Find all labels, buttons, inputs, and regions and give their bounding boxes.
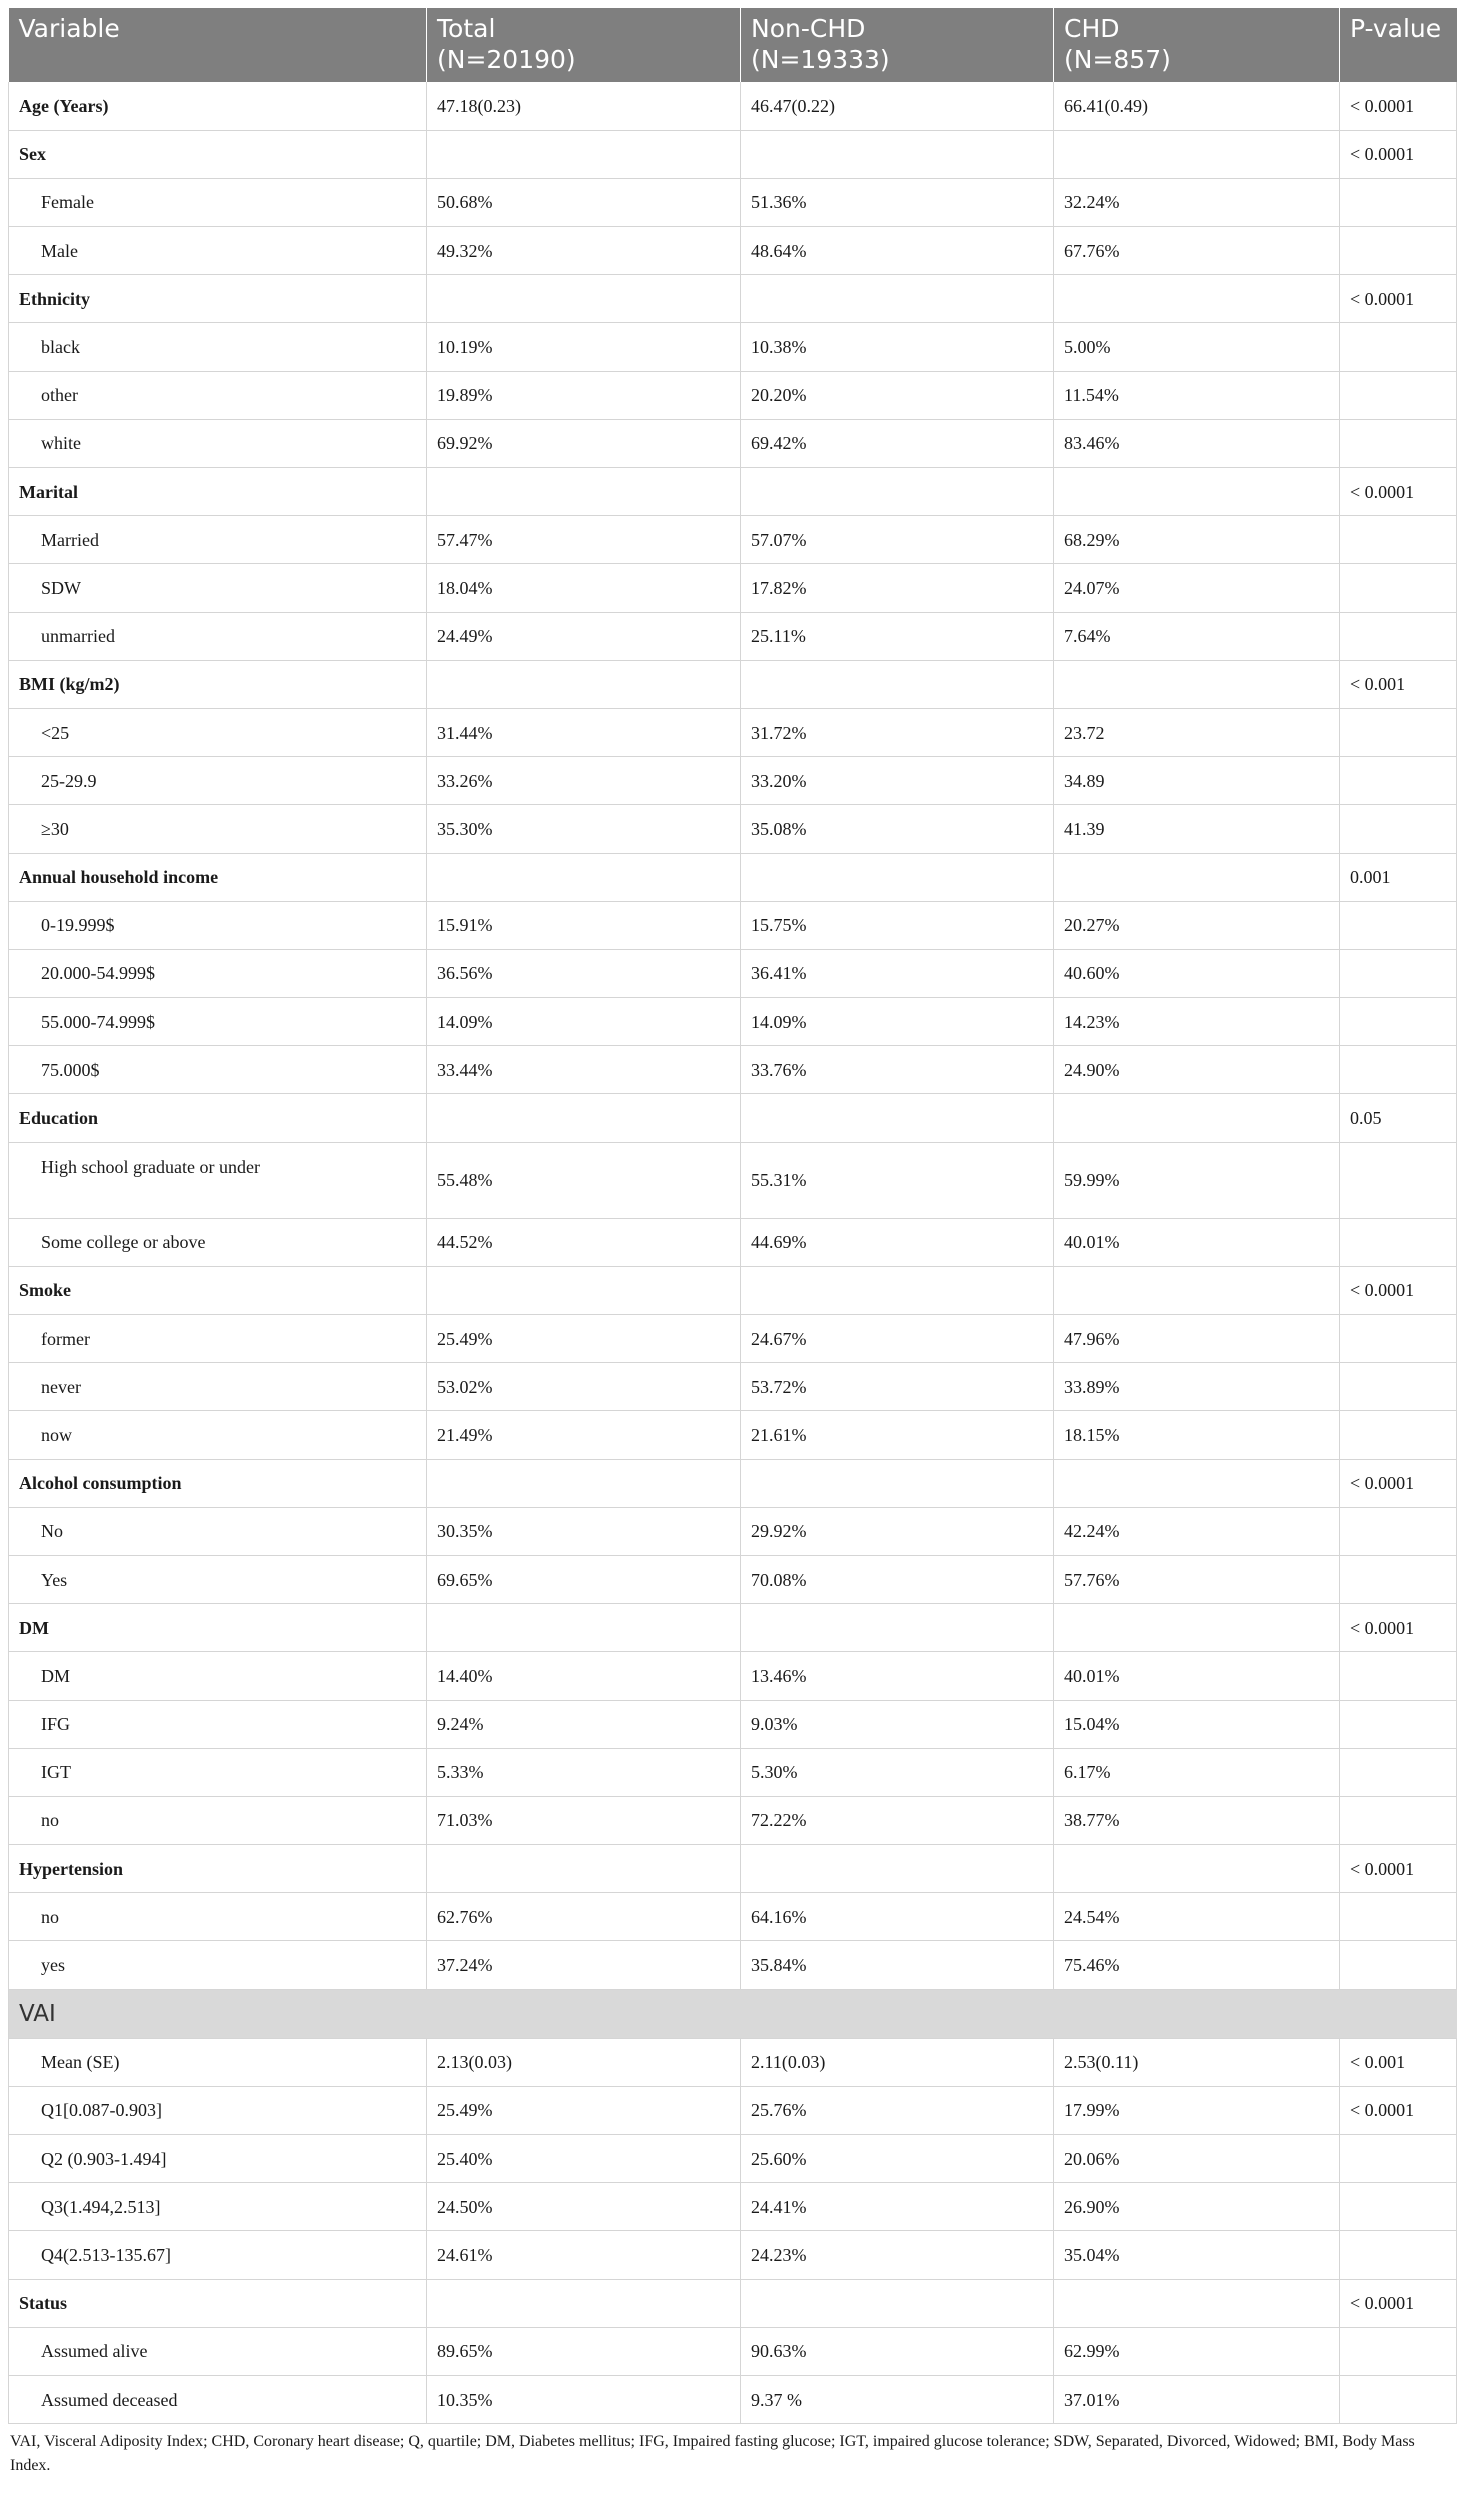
- non-chd-cell: 53.72%: [741, 1363, 1054, 1411]
- variable-cell: Yes: [9, 1555, 427, 1603]
- variable-cell: Education: [9, 1094, 427, 1142]
- variable-cell: 55.000-74.999$: [9, 998, 427, 1046]
- total-cell: [427, 853, 741, 901]
- p-value-cell: < 0.0001: [1340, 130, 1457, 178]
- total-cell: 89.65%: [427, 2327, 741, 2375]
- non-chd-cell: [741, 660, 1054, 708]
- non-chd-cell: [741, 1845, 1054, 1893]
- chd-cell: [1054, 1604, 1340, 1652]
- non-chd-cell: 24.41%: [741, 2183, 1054, 2231]
- non-chd-cell: 57.07%: [741, 516, 1054, 564]
- total-cell: 25.49%: [427, 1315, 741, 1363]
- total-cell: 2.13(0.03): [427, 2038, 741, 2086]
- variable-cell: Q2 (0.903-1.494]: [9, 2135, 427, 2183]
- chd-cell: 75.46%: [1054, 1941, 1340, 1989]
- non-chd-cell: 17.82%: [741, 564, 1054, 612]
- total-cell: 53.02%: [427, 1363, 741, 1411]
- chd-cell: 14.23%: [1054, 998, 1340, 1046]
- total-cell: 33.44%: [427, 1046, 741, 1094]
- total-cell: 57.47%: [427, 516, 741, 564]
- non-chd-cell: 55.31%: [741, 1142, 1054, 1218]
- group-row: [9, 2279, 1457, 2327]
- table-row: [9, 2375, 1457, 2423]
- chd-cell: 17.99%: [1054, 2086, 1340, 2134]
- non-chd-cell: 29.92%: [741, 1507, 1054, 1555]
- total-cell: 30.35%: [427, 1507, 741, 1555]
- table-header: [9, 8, 1457, 82]
- non-chd-cell: 25.11%: [741, 612, 1054, 660]
- total-cell: 14.09%: [427, 998, 741, 1046]
- p-value-cell: [1340, 901, 1457, 949]
- p-value-cell: [1340, 1218, 1457, 1266]
- p-value-cell: 0.05: [1340, 1094, 1457, 1142]
- section-header-row: [9, 1989, 1457, 2038]
- p-value-cell: [1340, 178, 1457, 226]
- variable-cell: unmarried: [9, 612, 427, 660]
- total-cell: 10.35%: [427, 2375, 741, 2423]
- non-chd-cell: 69.42%: [741, 419, 1054, 467]
- variable-cell: other: [9, 371, 427, 419]
- header-total: Total (N=20190): [427, 8, 741, 82]
- chd-cell: 20.27%: [1054, 901, 1340, 949]
- non-chd-cell: [741, 1094, 1054, 1142]
- table-body: [9, 82, 1457, 2424]
- table-row: [9, 612, 1457, 660]
- non-chd-cell: 44.69%: [741, 1218, 1054, 1266]
- chd-cell: 67.76%: [1054, 227, 1340, 275]
- p-value-cell: [1340, 2183, 1457, 2231]
- p-value-cell: < 0.001: [1340, 660, 1457, 708]
- chd-cell: 57.76%: [1054, 1555, 1340, 1603]
- total-cell: 24.61%: [427, 2231, 741, 2279]
- table-row: [9, 708, 1457, 756]
- p-value-cell: < 0.0001: [1340, 275, 1457, 323]
- group-row: [9, 468, 1457, 516]
- table-row: [9, 1046, 1457, 1094]
- table-row: [9, 757, 1457, 805]
- non-chd-cell: [741, 1604, 1054, 1652]
- variable-cell: Alcohol consumption: [9, 1459, 427, 1507]
- variable-cell: SDW: [9, 564, 427, 612]
- non-chd-cell: 13.46%: [741, 1652, 1054, 1700]
- p-value-cell: < 0.0001: [1340, 1266, 1457, 1314]
- variable-cell: Q3(1.494,2.513]: [9, 2183, 427, 2231]
- chd-cell: 6.17%: [1054, 1748, 1340, 1796]
- non-chd-cell: 33.76%: [741, 1046, 1054, 1094]
- chd-cell: [1054, 853, 1340, 901]
- group-row: [9, 275, 1457, 323]
- table-row: [9, 1218, 1457, 1266]
- p-value-cell: < 0.0001: [1340, 2279, 1457, 2327]
- table-row: [9, 564, 1457, 612]
- chd-cell: [1054, 275, 1340, 323]
- table-footnote: VAI, Visceral Adiposity Index; CHD, Coronary heart disease; Q, quartile; DM, Diabetes mellitus; IFG, Impaired fasting glucose; IGT, impaired glucose tolerance; SDW, Separated, Divorced, Widowed; BMI, Body Mass Index.: [10, 2433, 1415, 2475]
- chd-cell: 5.00%: [1054, 323, 1340, 371]
- chd-cell: [1054, 1459, 1340, 1507]
- non-chd-cell: 9.37 %: [741, 2375, 1054, 2423]
- chd-cell: 15.04%: [1054, 1700, 1340, 1748]
- p-value-cell: [1340, 1363, 1457, 1411]
- p-value-cell: < 0.0001: [1340, 1845, 1457, 1893]
- variable-cell: now: [9, 1411, 427, 1459]
- p-value-cell: [1340, 2231, 1457, 2279]
- total-cell: 71.03%: [427, 1796, 741, 1844]
- non-chd-cell: [741, 1459, 1054, 1507]
- chd-cell: 24.90%: [1054, 1046, 1340, 1094]
- table-row: [9, 2327, 1457, 2375]
- total-cell: 19.89%: [427, 371, 741, 419]
- total-cell: 24.50%: [427, 2183, 741, 2231]
- p-value-cell: [1340, 1411, 1457, 1459]
- total-cell: 31.44%: [427, 708, 741, 756]
- p-value-cell: [1340, 1796, 1457, 1844]
- chd-cell: 2.53(0.11): [1054, 2038, 1340, 2086]
- variable-cell: yes: [9, 1941, 427, 1989]
- table-row: [9, 949, 1457, 997]
- variable-cell: 75.000$: [9, 1046, 427, 1094]
- non-chd-cell: 25.76%: [741, 2086, 1054, 2134]
- table-row: [9, 998, 1457, 1046]
- variable-cell: 20.000-54.999$: [9, 949, 427, 997]
- variable-cell: white: [9, 419, 427, 467]
- table-row: [9, 1893, 1457, 1941]
- variable-cell: Male: [9, 227, 427, 275]
- p-value-cell: [1340, 323, 1457, 371]
- group-row: [9, 1459, 1457, 1507]
- total-cell: 24.49%: [427, 612, 741, 660]
- group-row: [9, 660, 1457, 708]
- total-cell: 5.33%: [427, 1748, 741, 1796]
- table-row: [9, 516, 1457, 564]
- total-cell: [427, 1459, 741, 1507]
- chd-cell: 83.46%: [1054, 419, 1340, 467]
- table-row: [9, 2038, 1457, 2086]
- table-row: [9, 1142, 1457, 1218]
- chd-cell: [1054, 468, 1340, 516]
- total-cell: [427, 1266, 741, 1314]
- p-value-cell: < 0.001: [1340, 2038, 1457, 2086]
- non-chd-cell: 35.84%: [741, 1941, 1054, 1989]
- total-cell: 25.49%: [427, 2086, 741, 2134]
- p-value-cell: [1340, 419, 1457, 467]
- header-p-value: P-value: [1340, 8, 1457, 82]
- total-cell: 10.19%: [427, 323, 741, 371]
- chd-cell: 34.89: [1054, 757, 1340, 805]
- table-row: [9, 1315, 1457, 1363]
- variable-cell: DM: [9, 1652, 427, 1700]
- variable-cell: Marital: [9, 468, 427, 516]
- p-value-cell: [1340, 1748, 1457, 1796]
- chd-cell: 7.64%: [1054, 612, 1340, 660]
- non-chd-cell: 72.22%: [741, 1796, 1054, 1844]
- total-cell: [427, 1845, 741, 1893]
- p-value-cell: [1340, 1507, 1457, 1555]
- non-chd-cell: 21.61%: [741, 1411, 1054, 1459]
- p-value-cell: < 0.0001: [1340, 1604, 1457, 1652]
- non-chd-cell: [741, 130, 1054, 178]
- table-row: [9, 1411, 1457, 1459]
- table-row: [9, 1796, 1457, 1844]
- variable-cell: Sex: [9, 130, 427, 178]
- p-value-cell: [1340, 1893, 1457, 1941]
- variable-cell: 0-19.999$: [9, 901, 427, 949]
- total-cell: 47.18(0.23): [427, 82, 741, 130]
- chd-cell: 18.15%: [1054, 1411, 1340, 1459]
- p-value-cell: [1340, 227, 1457, 275]
- table-row: [9, 323, 1457, 371]
- p-value-cell: [1340, 2135, 1457, 2183]
- variable-cell: Ethnicity: [9, 275, 427, 323]
- variable-cell: High school graduate or under: [9, 1142, 427, 1218]
- non-chd-cell: [741, 853, 1054, 901]
- p-value-cell: 0.001: [1340, 853, 1457, 901]
- non-chd-cell: 46.47(0.22): [741, 82, 1054, 130]
- header-chd: CHD (N=857): [1054, 8, 1340, 82]
- table-row: [9, 1555, 1457, 1603]
- variable-cell: 25-29.9: [9, 757, 427, 805]
- total-cell: 36.56%: [427, 949, 741, 997]
- variable-cell: black: [9, 323, 427, 371]
- table-row: [9, 2183, 1457, 2231]
- table-row: [9, 178, 1457, 226]
- chd-cell: 62.99%: [1054, 2327, 1340, 2375]
- p-value-cell: < 0.0001: [1340, 2086, 1457, 2134]
- total-cell: 49.32%: [427, 227, 741, 275]
- total-cell: [427, 1604, 741, 1652]
- table-container: [8, 8, 1456, 2478]
- total-cell: 18.04%: [427, 564, 741, 612]
- group-row: [9, 130, 1457, 178]
- header-variable: Variable: [9, 8, 427, 82]
- non-chd-cell: 20.20%: [741, 371, 1054, 419]
- group-row: [9, 1604, 1457, 1652]
- p-value-cell: [1340, 1315, 1457, 1363]
- variable-cell: Assumed alive: [9, 2327, 427, 2375]
- total-cell: [427, 1094, 741, 1142]
- variable-cell: Mean (SE): [9, 2038, 427, 2086]
- total-cell: 35.30%: [427, 805, 741, 853]
- chd-cell: 24.54%: [1054, 1893, 1340, 1941]
- chd-cell: 40.60%: [1054, 949, 1340, 997]
- chd-cell: [1054, 1094, 1340, 1142]
- variable-cell: no: [9, 1893, 427, 1941]
- chd-cell: 26.90%: [1054, 2183, 1340, 2231]
- chd-cell: [1054, 1845, 1340, 1893]
- non-chd-cell: [741, 2279, 1054, 2327]
- total-cell: 69.65%: [427, 1555, 741, 1603]
- header-non-chd: Non-CHD (N=19333): [741, 8, 1054, 82]
- group-row: [9, 853, 1457, 901]
- table-row: [9, 371, 1457, 419]
- total-cell: 21.49%: [427, 1411, 741, 1459]
- table-row: [9, 1748, 1457, 1796]
- variable-cell: ≥30: [9, 805, 427, 853]
- chd-cell: [1054, 2279, 1340, 2327]
- chd-cell: 66.41(0.49): [1054, 82, 1340, 130]
- group-row: [9, 82, 1457, 130]
- table-row: [9, 2135, 1457, 2183]
- p-value-cell: [1340, 1142, 1457, 1218]
- p-value-cell: [1340, 564, 1457, 612]
- total-cell: 15.91%: [427, 901, 741, 949]
- variable-cell: No: [9, 1507, 427, 1555]
- group-row: [9, 1845, 1457, 1893]
- total-cell: [427, 468, 741, 516]
- non-chd-cell: 64.16%: [741, 1893, 1054, 1941]
- non-chd-cell: 90.63%: [741, 2327, 1054, 2375]
- baseline-characteristics-table: [8, 8, 1457, 2424]
- non-chd-cell: 15.75%: [741, 901, 1054, 949]
- p-value-cell: [1340, 708, 1457, 756]
- table-row: [9, 1700, 1457, 1748]
- total-cell: 62.76%: [427, 1893, 741, 1941]
- section-label: VAI: [9, 1989, 1457, 2038]
- chd-cell: 20.06%: [1054, 2135, 1340, 2183]
- p-value-cell: [1340, 516, 1457, 564]
- total-cell: 44.52%: [427, 1218, 741, 1266]
- chd-cell: 42.24%: [1054, 1507, 1340, 1555]
- chd-cell: 40.01%: [1054, 1652, 1340, 1700]
- table-row: [9, 2086, 1457, 2134]
- table-row: [9, 901, 1457, 949]
- total-cell: [427, 275, 741, 323]
- p-value-cell: [1340, 949, 1457, 997]
- non-chd-cell: 2.11(0.03): [741, 2038, 1054, 2086]
- variable-cell: <25: [9, 708, 427, 756]
- variable-cell: BMI (kg/m2): [9, 660, 427, 708]
- non-chd-cell: 10.38%: [741, 323, 1054, 371]
- non-chd-cell: [741, 275, 1054, 323]
- non-chd-cell: 5.30%: [741, 1748, 1054, 1796]
- table-row: [9, 1363, 1457, 1411]
- p-value-cell: < 0.0001: [1340, 1459, 1457, 1507]
- variable-cell: Q1[0.087-0.903]: [9, 2086, 427, 2134]
- p-value-cell: [1340, 805, 1457, 853]
- non-chd-cell: 24.23%: [741, 2231, 1054, 2279]
- chd-cell: 11.54%: [1054, 371, 1340, 419]
- variable-cell: Some college or above: [9, 1218, 427, 1266]
- variable-cell: DM: [9, 1604, 427, 1652]
- chd-cell: 47.96%: [1054, 1315, 1340, 1363]
- total-cell: [427, 2279, 741, 2327]
- variable-cell: Female: [9, 178, 427, 226]
- chd-cell: 32.24%: [1054, 178, 1340, 226]
- chd-cell: 33.89%: [1054, 1363, 1340, 1411]
- variable-cell: no: [9, 1796, 427, 1844]
- p-value-cell: [1340, 371, 1457, 419]
- p-value-cell: [1340, 1046, 1457, 1094]
- total-cell: 69.92%: [427, 419, 741, 467]
- variable-cell: Status: [9, 2279, 427, 2327]
- non-chd-cell: 51.36%: [741, 178, 1054, 226]
- non-chd-cell: 25.60%: [741, 2135, 1054, 2183]
- non-chd-cell: [741, 468, 1054, 516]
- p-value-cell: [1340, 2327, 1457, 2375]
- non-chd-cell: 36.41%: [741, 949, 1054, 997]
- variable-cell: Married: [9, 516, 427, 564]
- non-chd-cell: 70.08%: [741, 1555, 1054, 1603]
- p-value-cell: [1340, 612, 1457, 660]
- chd-cell: 23.72: [1054, 708, 1340, 756]
- non-chd-cell: [741, 1266, 1054, 1314]
- non-chd-cell: 33.20%: [741, 757, 1054, 805]
- non-chd-cell: 9.03%: [741, 1700, 1054, 1748]
- p-value-cell: [1340, 1555, 1457, 1603]
- chd-cell: 59.99%: [1054, 1142, 1340, 1218]
- total-cell: 25.40%: [427, 2135, 741, 2183]
- variable-cell: never: [9, 1363, 427, 1411]
- table-row: [9, 227, 1457, 275]
- variable-cell: Q4(2.513-135.67]: [9, 2231, 427, 2279]
- variable-cell: Hypertension: [9, 1845, 427, 1893]
- total-cell: 50.68%: [427, 178, 741, 226]
- chd-cell: 38.77%: [1054, 1796, 1340, 1844]
- table-row: [9, 419, 1457, 467]
- total-cell: 55.48%: [427, 1142, 741, 1218]
- chd-cell: 37.01%: [1054, 2375, 1340, 2423]
- p-value-cell: [1340, 2375, 1457, 2423]
- total-cell: 37.24%: [427, 1941, 741, 1989]
- chd-cell: [1054, 1266, 1340, 1314]
- p-value-cell: [1340, 998, 1457, 1046]
- variable-cell: Smoke: [9, 1266, 427, 1314]
- group-row: [9, 1094, 1457, 1142]
- p-value-cell: < 0.0001: [1340, 82, 1457, 130]
- table-row: [9, 1652, 1457, 1700]
- group-row: [9, 1266, 1457, 1314]
- chd-cell: 35.04%: [1054, 2231, 1340, 2279]
- non-chd-cell: 24.67%: [741, 1315, 1054, 1363]
- variable-cell: IFG: [9, 1700, 427, 1748]
- chd-cell: 40.01%: [1054, 1218, 1340, 1266]
- p-value-cell: [1340, 1652, 1457, 1700]
- variable-cell: Annual household income: [9, 853, 427, 901]
- table-row: [9, 805, 1457, 853]
- p-value-cell: < 0.0001: [1340, 468, 1457, 516]
- header-row: [9, 8, 1457, 82]
- total-cell: 14.40%: [427, 1652, 741, 1700]
- chd-cell: 41.39: [1054, 805, 1340, 853]
- total-cell: [427, 130, 741, 178]
- table-row: [9, 1507, 1457, 1555]
- variable-cell: Assumed deceased: [9, 2375, 427, 2423]
- total-cell: 33.26%: [427, 757, 741, 805]
- chd-cell: [1054, 130, 1340, 178]
- non-chd-cell: 35.08%: [741, 805, 1054, 853]
- p-value-cell: [1340, 1941, 1457, 1989]
- chd-cell: [1054, 660, 1340, 708]
- table-row: [9, 1941, 1457, 1989]
- non-chd-cell: 48.64%: [741, 227, 1054, 275]
- p-value-cell: [1340, 757, 1457, 805]
- table-row: [9, 2231, 1457, 2279]
- chd-cell: 68.29%: [1054, 516, 1340, 564]
- variable-cell: Age (Years): [9, 82, 427, 130]
- non-chd-cell: 14.09%: [741, 998, 1054, 1046]
- non-chd-cell: 31.72%: [741, 708, 1054, 756]
- variable-cell: IGT: [9, 1748, 427, 1796]
- p-value-cell: [1340, 1700, 1457, 1748]
- total-cell: 9.24%: [427, 1700, 741, 1748]
- chd-cell: 24.07%: [1054, 564, 1340, 612]
- total-cell: [427, 660, 741, 708]
- variable-cell: former: [9, 1315, 427, 1363]
